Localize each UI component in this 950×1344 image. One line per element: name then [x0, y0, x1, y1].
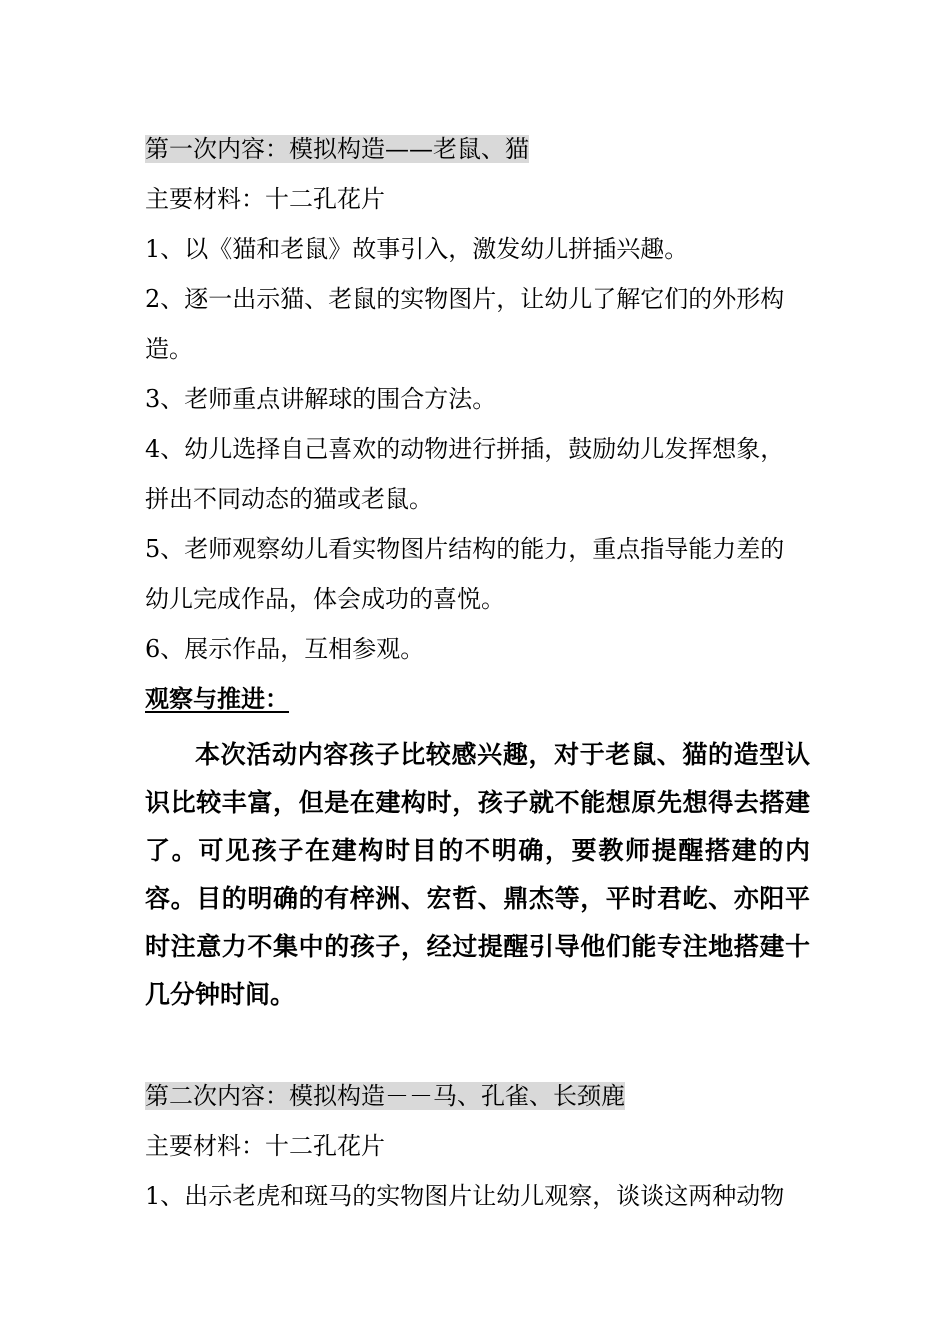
observation-heading — [145, 682, 297, 716]
section1-title-highlight: 第一次内容：模拟构造——老鼠、猫 — [145, 135, 529, 163]
section1-materials: 主要材料：十二孔花片 — [145, 185, 385, 213]
section1-step-3: 3、老师重点讲解球的围合方法。 — [145, 385, 497, 413]
section1-step-2-line-1: 2、逐一出示猫、老鼠的实物图片，让幼儿了解它们的外形构 — [145, 285, 785, 313]
section2-title — [145, 1079, 625, 1113]
section2-step-1-line-1: 1、出示老虎和斑马的实物图片让幼儿观察，谈谈这两种动物 — [145, 1182, 785, 1210]
section1-step-5-line-2: 幼儿完成作品，体会成功的喜悦。 — [145, 585, 505, 613]
section1-step-5-line-1: 5、老师观察幼儿看实物图片结构的能力，重点指导能力差的 — [145, 535, 785, 563]
section1-step-2-line-2: 造。 — [145, 335, 193, 363]
observation-heading-text: 观察与推进： — [145, 684, 289, 713]
section1-title — [145, 132, 529, 166]
section2-title-highlight: 第二次内容：模拟构造－－马、孔雀、长颈鹿 — [145, 1082, 625, 1110]
section1-step-4-line-2: 拼出不同动态的猫或老鼠。 — [145, 485, 433, 513]
section1-step-6: 6、展示作品，互相参观。 — [145, 635, 425, 663]
observation-paragraph: 本次活动内容孩子比较感兴趣，对于老鼠、猫的造型认识比较丰富，但是在建构时，孩子就不能想原先想得去搭建了。可见孩子在建构时目的不明确，要教师提醒搭建的内容。目的明确的有梓洲、宏哲、鼎杰等，平时君屹、亦阳平时注意力不集中的孩子，经过提醒引导他们能专注地搭建十几分钟时间。 — [145, 740, 810, 1009]
section1-step-1: 1、以《猫和老鼠》故事引入，激发幼儿拼插兴趣。 — [145, 235, 689, 263]
section2-materials: 主要材料：十二孔花片 — [145, 1132, 385, 1160]
section1-step-4-line-1: 4、幼儿选择自己喜欢的动物进行拼插，鼓励幼儿发挥想象， — [145, 435, 785, 463]
